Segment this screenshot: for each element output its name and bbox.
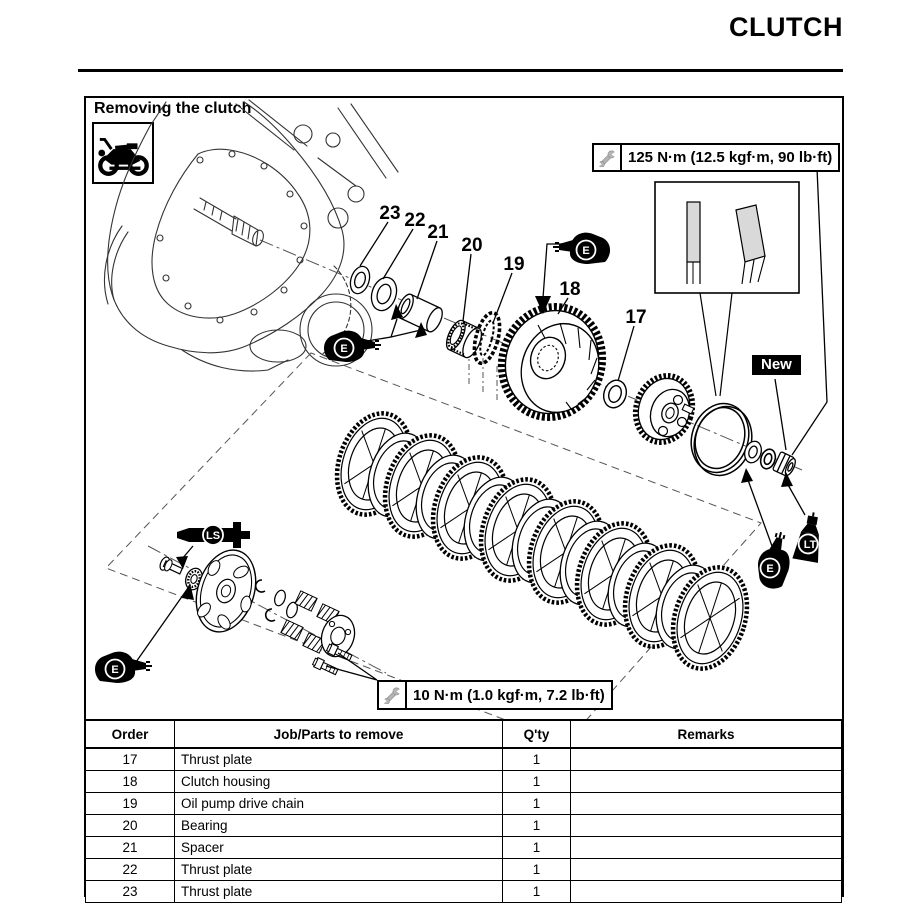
parts-table: [85, 719, 842, 903]
new-badge: New: [752, 355, 801, 375]
col-job: Job/Parts to remove: [175, 720, 503, 748]
cell-remarks: [571, 771, 842, 793]
threadlock-lt-letters: LT: [803, 539, 817, 551]
table-row: [86, 859, 842, 881]
torque-callout-lower: [377, 680, 613, 710]
part-clip-1: [256, 580, 265, 592]
table-row: [86, 771, 842, 793]
page-title: CLUTCH: [729, 12, 843, 42]
cell-remarks: [571, 859, 842, 881]
col-qty: Q'ty: [503, 720, 571, 748]
engine-oil-letter-4: E: [111, 664, 119, 676]
cell-order: 19: [86, 793, 175, 815]
cell-job: Clutch housing: [175, 771, 503, 793]
cell-qty: 1: [503, 859, 571, 881]
col-remarks: Remarks: [571, 720, 842, 748]
part-bolt-2: [312, 657, 339, 677]
table-row: [86, 881, 842, 903]
header-rule: [78, 69, 843, 72]
pressure-plate-group: [158, 542, 360, 676]
label-23: 23: [379, 203, 401, 224]
label-21: 21: [427, 222, 449, 243]
cell-job: Spacer: [175, 837, 503, 859]
label-17: 17: [625, 307, 647, 328]
cell-remarks: [571, 881, 842, 903]
part-clutch-boss: [627, 368, 701, 450]
threadlock-lt-symbol: [792, 510, 826, 563]
part-pressure-plate: [186, 542, 265, 639]
figure-caption: Removing the clutch: [94, 100, 252, 117]
torque-lower-text: 10 N·m (1.0 kgf·m, 7.2 lb·ft): [413, 686, 605, 704]
table-row: [86, 748, 842, 771]
part-thrust-plate-23: [347, 264, 373, 296]
cell-order: 23: [86, 881, 175, 903]
cell-order: 17: [86, 748, 175, 771]
wrench-icon: [379, 682, 407, 708]
cell-job: Thrust plate: [175, 859, 503, 881]
wrench-icon: [594, 145, 622, 170]
engine-case-art: [104, 100, 401, 371]
part-clutch-housing-18: [487, 293, 617, 430]
cell-qty: 1: [503, 881, 571, 903]
cell-remarks: [571, 748, 842, 771]
parts-table-wrap: [85, 719, 842, 903]
torque-upper-text: 125 N·m (12.5 kgf·m, 90 lb·ft): [628, 149, 833, 166]
cell-job: Thrust plate: [175, 881, 503, 903]
cell-qty: 1: [503, 793, 571, 815]
part-clutch-nut: [773, 452, 798, 478]
engine-oil-letter-3: E: [766, 563, 774, 575]
cell-order: 21: [86, 837, 175, 859]
part-thrust-plate-17: [600, 377, 630, 410]
cell-order: 20: [86, 815, 175, 837]
figure-box: [84, 96, 844, 897]
cell-qty: 1: [503, 815, 571, 837]
label-20: 20: [461, 235, 483, 256]
cell-job: Oil pump drive chain: [175, 793, 503, 815]
engine-oil-letter-2: E: [340, 343, 348, 355]
table-row: [86, 815, 842, 837]
col-order: Order: [86, 720, 175, 748]
part-spring-1: [295, 591, 317, 611]
cell-remarks: [571, 815, 842, 837]
cell-qty: 1: [503, 748, 571, 771]
table-header-row: [86, 720, 842, 748]
table-row: [86, 837, 842, 859]
label-18: 18: [559, 279, 581, 300]
cell-job: Thrust plate: [175, 748, 503, 771]
cell-remarks: [571, 837, 842, 859]
grease-ls-letters: LS: [205, 530, 221, 542]
label-22: 22: [404, 210, 426, 231]
exploded-diagram: [86, 98, 842, 720]
label-19: 19: [503, 254, 525, 275]
cell-order: 18: [86, 771, 175, 793]
engine-oil-letter-1: E: [582, 245, 590, 257]
table-row: [86, 793, 842, 815]
cell-remarks: [571, 793, 842, 815]
part-spring-3: [281, 620, 303, 640]
cell-qty: 1: [503, 837, 571, 859]
cell-qty: 1: [503, 771, 571, 793]
cell-order: 22: [86, 859, 175, 881]
torque-callout-upper: [592, 143, 840, 172]
cell-job: Bearing: [175, 815, 503, 837]
